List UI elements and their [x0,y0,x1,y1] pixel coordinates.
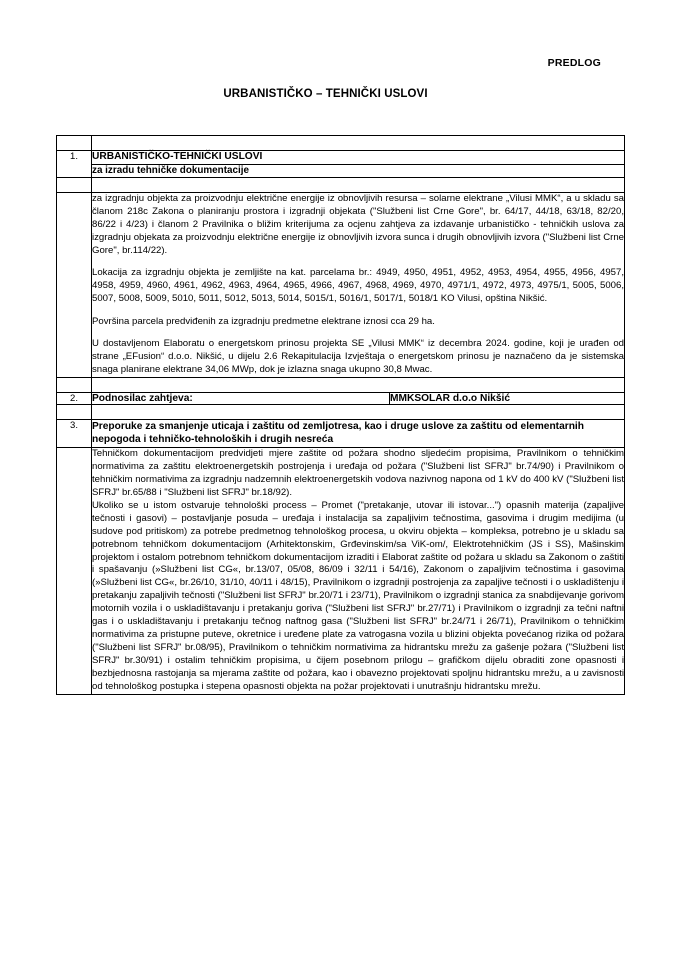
table-spacer-row [57,178,625,193]
paragraph: Ukoliko se u istom ostvaruje tehnološki process – Promet ("pretakanje, utovar ili istovar...") opasnih materija (zapaljive tečnosti i gasovi) – postavljanje posuda – uređaja i instalacija sa zapaljivim tečnostima, gasovima i drugim medijima (u sudove pod pritiskom) za potrebe predmetnog tehnološkog procesa, u okviru objekta – kompleksa, potrebno je u skladu sa potrebnom tehničkom dokumentacijom (Arhitektonskim, Grđevinskim/sa ViK-om/, Elektrotehničkim (JS i SS), Mašinskim projektom i ostalom potrebnom tehničkom dokumentacijom izraditi i Elaborat zaštite od požara u skladu sa Zakonom o zaštiti i spašavanju (»Službeni list CG«, br.13/07, 05/08, 86/09 i 32/11 i 54/16), Zakonom o zapaljivim tečnostima i gasovima (»Službeni list CG«, br.26/10, 31/10, 40/11 i 48/15), Pravilnikom o izgradnji postrojenja za zapaljive tečnosti i o uskladištenju i pretakanju zapaljivih tečnosti ("Službeni list SFRJ" br.20/71 i 23/71), Pravilnikom o izgradnji stanica za snabdijevanje gorivom motornih vozila i o uskladištavanju i pretakanju goriva ("Službeni list SFRJ" br.27/71) i Pravilnikom o izgradnji za tečni naftni gas i o uskladištavanju i pretakanju tečnog naftnog gasa ("Službeni list SFRJ" br.24/71 i 26/71), Pravilnikom o tehničkim normativima za pristupne puteve, okretnice i uređene plate za vatrogasna vozila u blizini objekta povećanog rizika od požara ("Službeni list SFRJ" br.08/95), Pravilnikom o tehničkim normativima za hidrantsku mrežu za gašenje požara ("Službeni list SFRJ" br.30/91) i ostalim tehničkim propisima, u čijem posebnom prilogu – grafičkom dijelu obraditi zone opasnosti i bezbjednosna rastojanja sa mjerama zaštite od požara, kao i obavezno projektovati spoljnu hidrantsku mrežu, a u zavisnosti od tehnološkog postupka i stepena opasnosti objekta na požar projektovati i unutrašnju hidrantsku mrežu. [92,499,624,692]
applicant-label: Podnosilac zahtjeva: [92,392,193,404]
table-row [57,392,625,404]
section-title-primary: URBANISTIČKO-TEHNIČKI USLOVI [92,151,625,165]
table-spacer-row [57,377,625,392]
proposal-label: PREDLOG [547,57,601,69]
section-number: 2. [57,392,92,404]
section-3-body [92,448,625,695]
spacer-cell-body [92,404,625,419]
section-title-secondary: za izradu tehničke dokumentacije [92,164,625,177]
page-title: URBANISTIČKO – TEHNIČKI USLOVI [223,88,428,100]
applicant-value: MMKSOLAR d.o.o Nikšić [390,393,625,404]
spacer-cell-number [57,178,92,193]
paragraph: za izgradnju objekta za proizvodnju električne energije iz obnovljivih resursa – solarne elektrane „Vilusi MMK“, a u skladu sa članom 218c Zakona o planiranju prostora i izgradnji objekata ("Službeni list Crne Gore", br. 64/17, 44/18, 63/18, 82/20, 86/22 i 4/23) i članom 2 Pravilnika o bližim kriterijuma za ocjenu zahtjeva za izdavanje urbanističko - tehničkih uslova za izgradnju objekata za proizvodnju električne energije iz obnovljivih izvora sunca i drugih obnovljivih izvora ("Službeni list Crne Gore", br.114/22). [92,193,624,256]
section-number: 3. [57,419,92,447]
table-spacer-row [57,136,625,151]
section-number: 1. [57,151,92,178]
urban-technical-conditions-table [56,135,625,695]
spacer-cell-number [57,136,92,151]
paragraph: Tehničkom dokumentacijom predvidjeti mjere zaštite od požara shodno sljedećim propisima, Pravilnikom o tehničkim normativima za zaštitu elektroenergetskih postrojenja i uređaja od požara ("Službeni list SFRJ" br.74/90) i Pravilnikom o tehničkim normativima za izgradnju nadzemnih elektroenergetskih vodova nazivnog napona od 1 kV do 400 kV ("Službeni list SFRJ" br.65/88 i "Službeni list SFRJ" br.18/92). [92,448,624,498]
spacer-cell-body [92,136,625,151]
table-row [57,151,625,165]
table-row [57,164,625,177]
spacer-cell-number [57,377,92,392]
spacer-cell-body [92,178,625,193]
spacer-cell-number [57,404,92,419]
section-1-number-blank [57,193,92,378]
table-row [57,448,625,695]
table-row [57,419,625,447]
section-3-number-blank [57,448,92,695]
table-spacer-row [57,404,625,419]
applicant-row-body [92,392,625,404]
spacer-cell-body [92,377,625,392]
paragraph: U dostavljenom Elaboratu o energetskom prinosu projekta SE „Vilusi MMK“ iz decembra 2024. godine, koji je urađen od strane „EFusion“ d.o.o. Nikšić, u dijelu 2.6 Rekapitulacija Izvještaja o energetskom prinosu je naznačeno da je sistemska snaga planirane elektrane 34,06 MWp, dok je izlazna snaga ukupno 30,8 Mwac. [92,338,624,375]
section-title-primary: Preporuke za smanjenje uticaja i zaštitu od zemljotresa, kao i druge uslove za zaštitu od elementarnih nepogoda i tehničko-tehnoloških i drugih nesreća [92,419,625,447]
paragraph: Površina parcela predviđenih za izgradnju predmetne elektrane iznosi cca 29 ha. [92,315,435,327]
section-1-body [92,193,625,378]
table-row [57,193,625,378]
applicant-split [92,393,624,404]
paragraph: Lokacija za izgradnju objekta je zemljište na kat. parcelama br.: 4949, 4950, 4951, 4952, 4953, 4954, 4955, 4956, 4957, 4958, 4959, 4960, 4961, 4962, 4963, 4964, 4965, 4966, 4967, 4968, 4969, 4970, 4971/1, 4972, 4973, 4975/1, 5005, 5006, 5007, 5008, 5009, 5010, 5011, 5012, 5013, 5014, 5015/1, 5016/1, 5017/1, 5018/1 KO Vilusi, opština Nikšić. [92,267,624,305]
